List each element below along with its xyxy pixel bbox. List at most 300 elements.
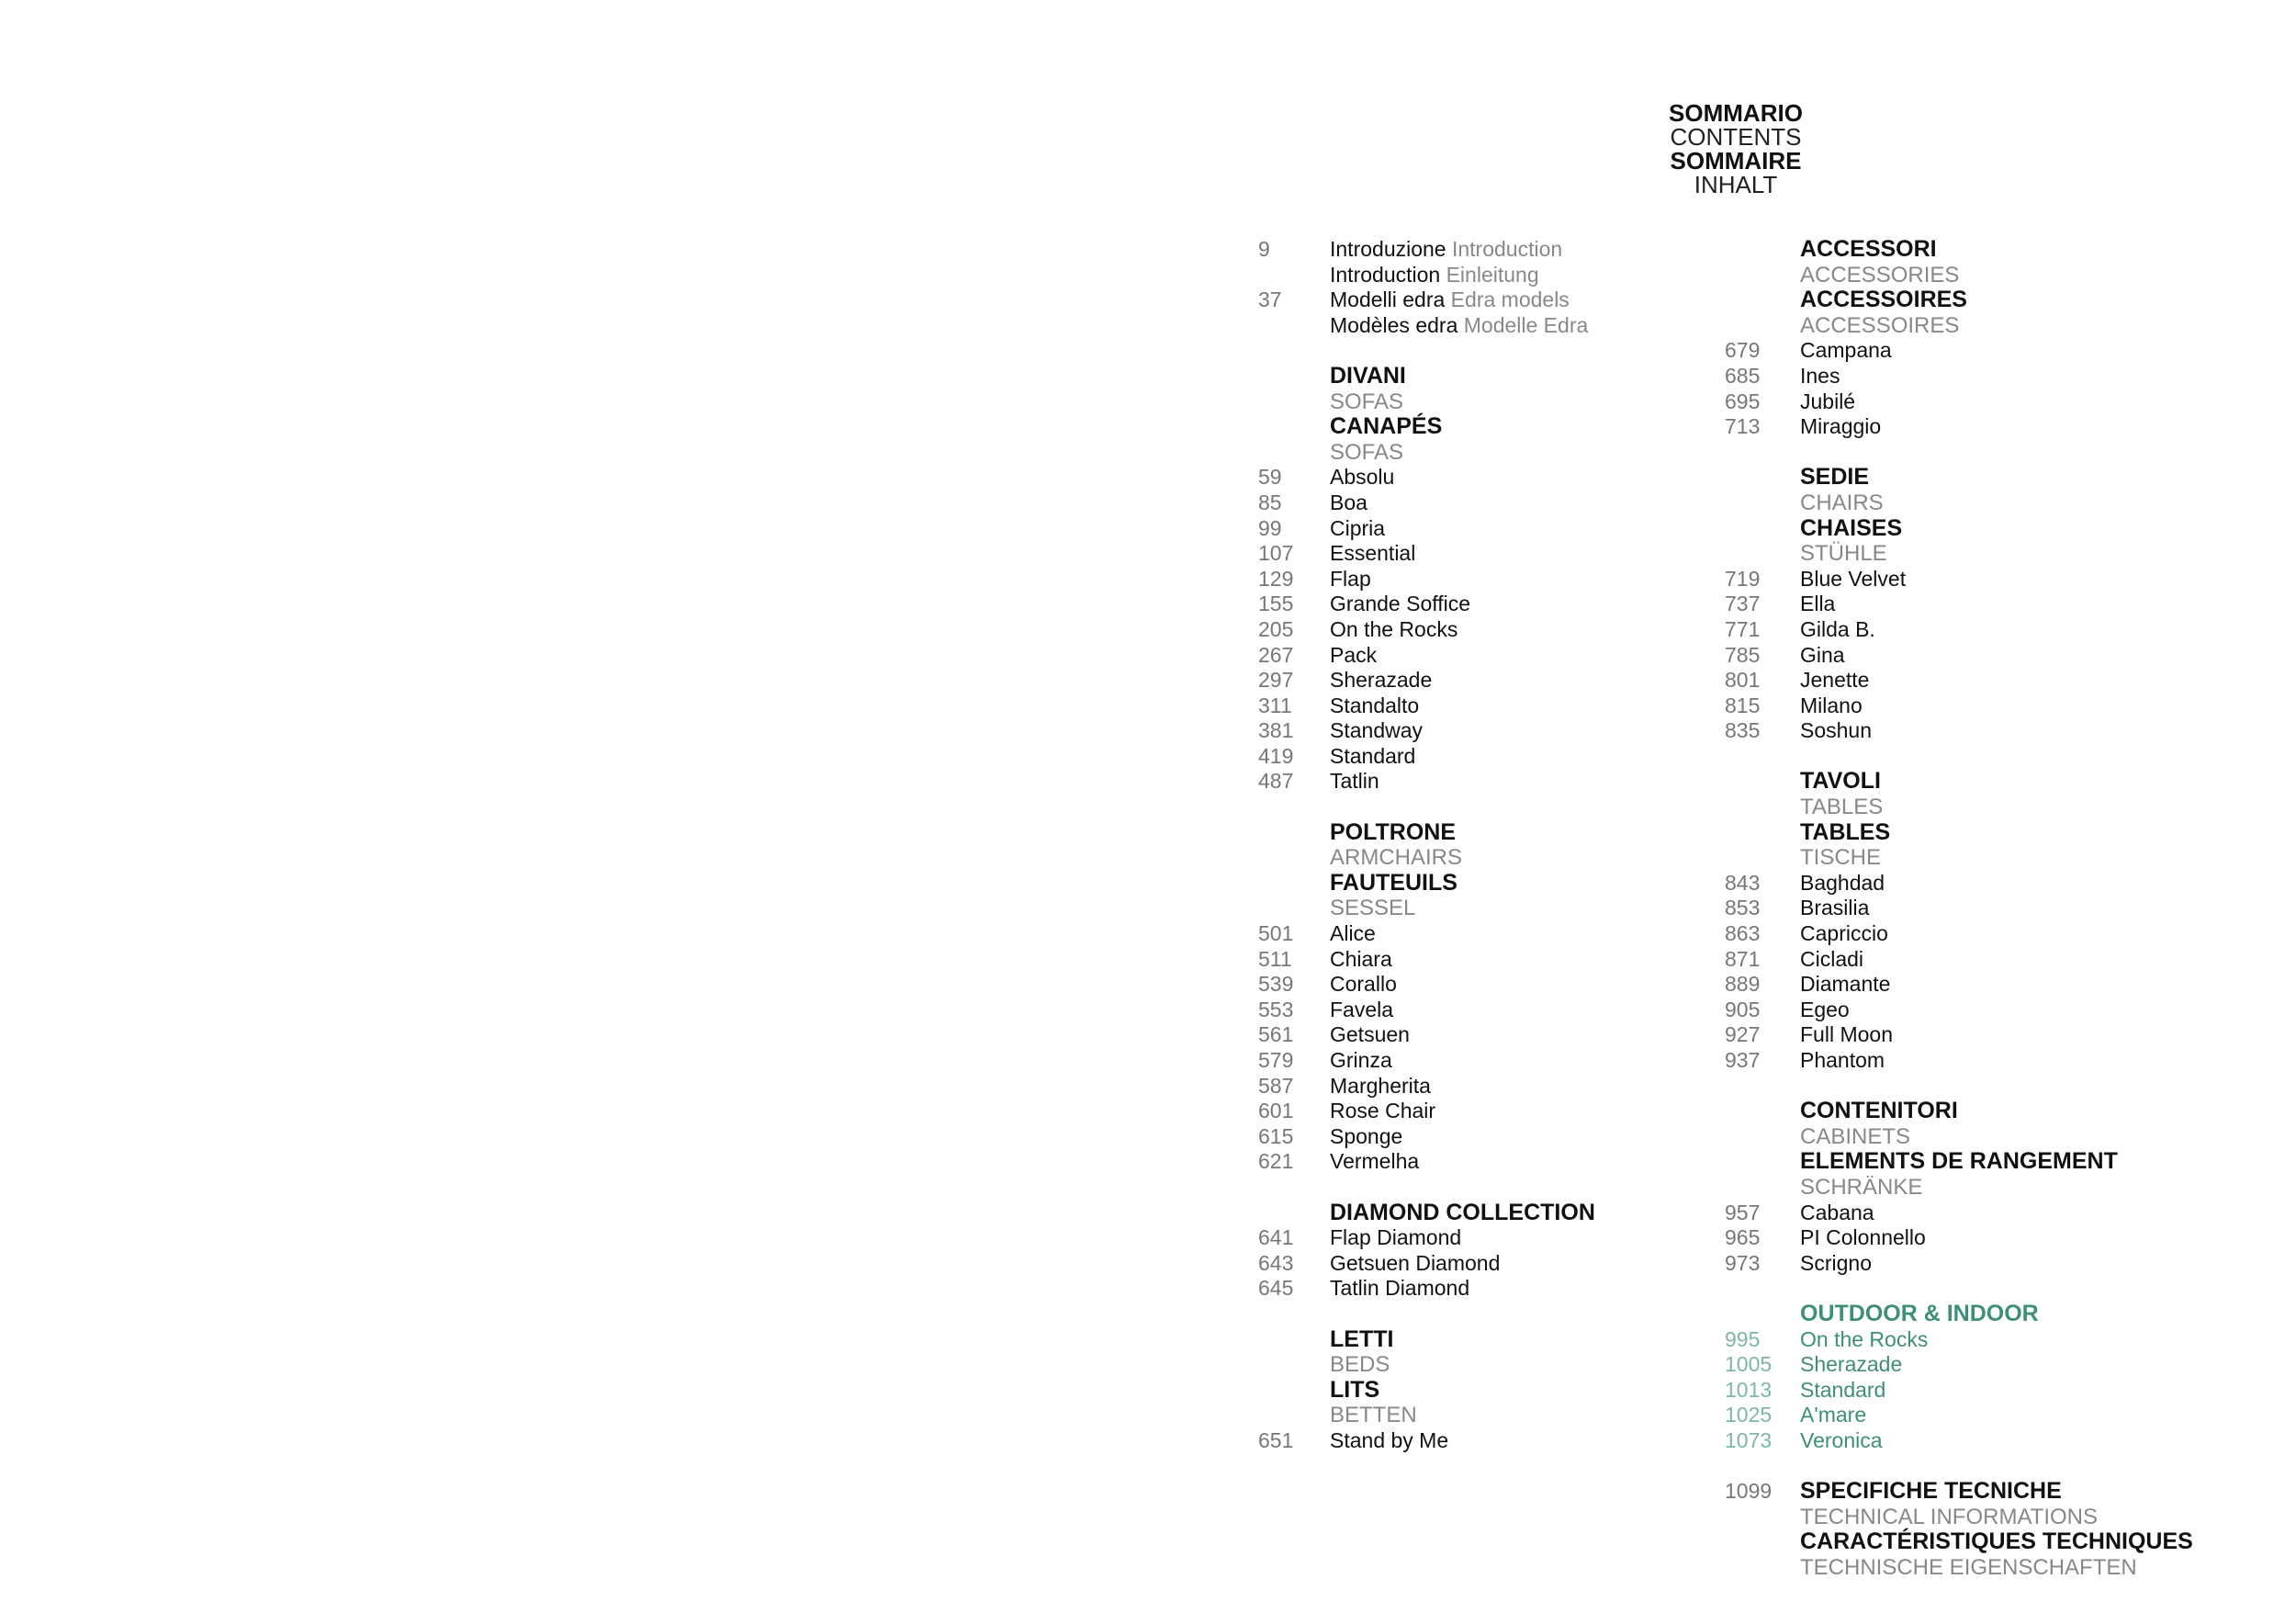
entry-title: [1330, 1251, 1500, 1277]
entry-title: [1330, 820, 1456, 846]
toc-entry[interactable]: [1725, 1225, 2257, 1251]
category-title: [1725, 465, 2257, 491]
page-number: 973: [1725, 1250, 1761, 1275]
entry-name: Grande Soffice: [1330, 592, 1471, 616]
entry-title: [1800, 1555, 2137, 1581]
spacer: [1725, 1454, 2257, 1480]
entry-title: [1330, 921, 1376, 947]
entry-title: [1800, 1352, 1902, 1378]
category-title: [1725, 288, 2257, 313]
entry-name: Standway: [1330, 718, 1424, 743]
toc-entry[interactable]: [1258, 1149, 1736, 1175]
entry-title: [1800, 364, 1840, 389]
heading-de: INHALT: [1694, 171, 1778, 198]
entry-title: [1330, 1022, 1410, 1048]
toc-entry[interactable]: [1258, 465, 1736, 491]
page-number: 1005: [1725, 1352, 1773, 1377]
entry-translation: TISCHE: [1800, 845, 1882, 871]
entry-name: Tatlin: [1330, 769, 1379, 794]
toc-entry[interactable]: [1725, 1403, 2257, 1428]
entry-translation: ACCESSORIES: [1800, 262, 1960, 288]
page-number: 621: [1258, 1149, 1294, 1174]
page-number: 695: [1725, 389, 1761, 413]
entry-name: Tatlin Diamond: [1330, 1276, 1470, 1301]
toc-entry[interactable]: [1725, 871, 2257, 897]
entry-title: [1800, 1327, 1928, 1353]
entry-title: [1800, 567, 1906, 592]
entry-translation: ACCESSOIRES: [1800, 312, 1960, 338]
entry-name: Sponge: [1330, 1123, 1403, 1148]
toc-entry[interactable]: [1258, 1048, 1736, 1074]
category-translation: [1258, 389, 1736, 415]
page-number: 107: [1258, 541, 1294, 566]
toc-entry[interactable]: [1725, 718, 2257, 744]
entry-title: [1330, 694, 1419, 719]
page-number: 1025: [1725, 1403, 1773, 1427]
entry-name: Favela: [1330, 997, 1394, 1021]
category-translation: [1258, 440, 1736, 466]
page-number: 419: [1258, 743, 1294, 768]
entry-translation: ARMCHAIRS: [1330, 845, 1463, 871]
entry-name: Scrigno: [1800, 1250, 1872, 1275]
entry-name: Alice: [1330, 921, 1376, 946]
spacer: [1725, 744, 2257, 770]
category-title: [1258, 820, 1736, 846]
toc-entry[interactable]: [1258, 491, 1736, 516]
spacer: [1725, 1276, 2257, 1302]
page-number: 487: [1258, 769, 1294, 794]
page-number: 719: [1725, 566, 1761, 591]
page-number: 937: [1725, 1048, 1761, 1072]
toc-entry[interactable]: [1725, 998, 2257, 1023]
entry-name: Jubilé: [1800, 389, 1856, 413]
category-title: [1258, 1327, 1736, 1353]
page-number: 587: [1258, 1073, 1294, 1098]
spacer: [1258, 1302, 1736, 1327]
entry-title: [1800, 718, 1872, 744]
entry-title: [1330, 896, 1415, 921]
heading-it: SOMMARIO: [1669, 99, 1803, 127]
entry-title: [1800, 414, 1881, 440]
right-column: [1725, 237, 2257, 1580]
toc-entry[interactable]: [1258, 1074, 1736, 1100]
entry-title: [1800, 313, 1959, 339]
entry-title: [1800, 1225, 1926, 1251]
entry-translation: TECHNISCHE EIGENSCHAFTEN: [1800, 1554, 2137, 1580]
entry-name: Modelli edra: [1330, 288, 1446, 312]
entry-name: Cipria: [1330, 515, 1386, 540]
page-number: 601: [1258, 1099, 1294, 1123]
entry-title: [1330, 845, 1462, 871]
entry-name: TABLES: [1800, 818, 1891, 845]
category-translation: [1725, 491, 2257, 516]
entry-name: SEDIE: [1800, 464, 1870, 491]
contents-heading: [1525, 101, 1947, 197]
toc-entry[interactable]: [1725, 338, 2257, 364]
toc-entry[interactable]: [1258, 947, 1736, 973]
entry-translation: BETTEN: [1330, 1403, 1417, 1428]
category-title: [1258, 1378, 1736, 1404]
heading-en: CONTENTS: [1670, 123, 1802, 151]
page-number: 643: [1258, 1250, 1294, 1275]
toc-entry[interactable]: [1258, 1022, 1736, 1048]
entry-title: [1800, 972, 1890, 998]
category-title: [1258, 414, 1736, 440]
entry-name: Ines: [1800, 363, 1840, 388]
entry-title: [1330, 440, 1403, 466]
intro-entry[interactable]: [1258, 263, 1736, 288]
category-translation: [1725, 1555, 2257, 1581]
toc-entry[interactable]: [1258, 516, 1736, 542]
entry-title: [1330, 718, 1423, 744]
page-number: 205: [1258, 616, 1294, 641]
entry-translation: CABINETS: [1800, 1123, 1911, 1149]
category-translation: [1258, 1403, 1736, 1428]
toc-entry[interactable]: [1725, 1201, 2257, 1226]
entry-title: [1800, 1302, 2039, 1327]
category-translation: [1725, 1175, 2257, 1201]
entry-title: [1800, 1529, 2193, 1555]
entry-title: [1800, 1378, 1885, 1404]
toc-entry[interactable]: [1725, 643, 2257, 669]
entry-name: Standard: [1800, 1377, 1886, 1402]
category-translation: [1725, 795, 2257, 820]
entry-name: On the Rocks: [1330, 616, 1458, 641]
toc-entry[interactable]: [1725, 1428, 2257, 1454]
category-title: [1258, 1201, 1736, 1226]
entry-title: [1330, 643, 1377, 669]
entry-name: Baghdad: [1800, 870, 1885, 895]
entry-name: FAUTEUILS: [1330, 869, 1458, 896]
entry-name: CONTENITORI: [1800, 1098, 1958, 1124]
toc-entry[interactable]: [1258, 541, 1736, 567]
intro-entry[interactable]: [1258, 237, 1736, 263]
toc-entry[interactable]: [1258, 694, 1736, 719]
toc-entry[interactable]: [1725, 1378, 2257, 1404]
entry-title: [1330, 769, 1379, 795]
entry-title: [1330, 1201, 1595, 1226]
entry-title: [1800, 592, 1835, 617]
entry-title: [1800, 338, 1892, 364]
category-title: [1725, 1529, 2257, 1555]
entry-title: [1800, 1175, 1922, 1201]
page-number: 995: [1725, 1326, 1761, 1351]
entry-name: Rose Chair: [1330, 1099, 1436, 1123]
entry-translation: BEDS: [1330, 1352, 1390, 1378]
entry-title: [1330, 567, 1371, 592]
entry-name: Pack: [1330, 642, 1378, 667]
entry-name: CARACTÉRISTIQUES TECHNIQUES: [1800, 1528, 2193, 1555]
entry-title: [1800, 1099, 1958, 1124]
entry-name: Getsuen Diamond: [1330, 1250, 1501, 1275]
entry-translation: TECHNICAL INFORMATIONS: [1800, 1504, 2099, 1529]
entry-name: Margherita: [1330, 1073, 1431, 1098]
entry-name: Sherazade: [1800, 1352, 1903, 1377]
entry-name: Getsuen: [1330, 1022, 1410, 1047]
entry-title: [1800, 769, 1881, 795]
page-number: 863: [1725, 921, 1761, 946]
entry-name: Absolu: [1330, 465, 1395, 490]
category-title: [1725, 516, 2257, 542]
entry-translation: TABLES: [1800, 795, 1884, 820]
entry-title: [1800, 896, 1869, 921]
entry-name: Veronica: [1800, 1427, 1883, 1452]
entry-name: Grinza: [1330, 1048, 1392, 1072]
page-number: 311: [1258, 693, 1292, 717]
entry-title: [1800, 541, 1887, 567]
toc-entry[interactable]: [1725, 1022, 2257, 1048]
entry-name: LITS: [1330, 1376, 1380, 1403]
page-number: 129: [1258, 566, 1294, 591]
page-number: 679: [1725, 338, 1761, 363]
page-number: 553: [1258, 997, 1294, 1021]
toc-entry[interactable]: [1725, 694, 2257, 719]
entry-title: [1330, 1074, 1431, 1100]
page-number: 685: [1725, 363, 1761, 388]
page-number: 59: [1258, 465, 1282, 490]
page-number: 155: [1258, 592, 1294, 616]
category-title: [1725, 1302, 2257, 1327]
entry-translation: STÜHLE: [1800, 541, 1887, 567]
category-title: [1725, 237, 2257, 263]
entry-translation: SOFAS: [1330, 389, 1404, 414]
entry-title: [1330, 1276, 1469, 1302]
page-number: 801: [1725, 668, 1761, 693]
page-number: 99: [1258, 515, 1282, 540]
entry-title: [1330, 541, 1415, 567]
entry-title: [1800, 1251, 1872, 1277]
entry-name: SPECIFICHE TECNICHE: [1800, 1478, 2062, 1505]
entry-title: [1330, 288, 1570, 313]
category-title: [1725, 820, 2257, 846]
entry-name: Introduzione: [1330, 237, 1446, 261]
entry-name: TAVOLI: [1800, 768, 1881, 795]
entry-name: Diamante: [1800, 972, 1891, 997]
entry-translation: CHAIRS: [1800, 490, 1884, 515]
toc-entry[interactable]: [1725, 592, 2257, 617]
entry-name: Ella: [1800, 592, 1836, 616]
entry-name: Essential: [1330, 541, 1416, 566]
toc-entry[interactable]: [1258, 744, 1736, 770]
entry-name: Gina: [1800, 642, 1845, 667]
entry-translation: SCHRÄNKE: [1800, 1174, 1923, 1200]
page-number: 965: [1725, 1225, 1761, 1250]
page-number: 889: [1725, 972, 1761, 997]
category-title: [1725, 769, 2257, 795]
entry-title: [1800, 1201, 1874, 1226]
entry-translation: Introduction: [1446, 237, 1563, 261]
entry-title: [1800, 1022, 1893, 1048]
page-number: 785: [1725, 642, 1761, 667]
spacer: [1725, 1074, 2257, 1100]
entry-name: Cabana: [1800, 1200, 1874, 1224]
page-number: 85: [1258, 490, 1282, 514]
toc-entry[interactable]: [1725, 1048, 2257, 1074]
entry-translation: Modelle Edra: [1458, 312, 1589, 337]
entry-name: Soshun: [1800, 718, 1873, 743]
entry-name: Flap: [1330, 566, 1371, 591]
entry-name: Introduction: [1330, 262, 1441, 287]
page-number: 737: [1725, 592, 1761, 616]
entry-title: [1800, 795, 1883, 820]
intro-entry[interactable]: [1258, 313, 1736, 339]
entry-title: [1800, 263, 1959, 288]
entry-title: [1330, 1352, 1390, 1378]
category-translation: [1725, 845, 2257, 871]
entry-name: OUTDOOR & INDOOR: [1800, 1300, 2039, 1326]
toc-entry[interactable]: [1725, 1327, 2257, 1353]
entry-title: [1800, 998, 1850, 1023]
toc-entry[interactable]: [1725, 389, 2257, 415]
toc-entry[interactable]: [1258, 567, 1736, 592]
entry-name: PI Colonnello: [1800, 1225, 1926, 1250]
entry-name: Campana: [1800, 338, 1892, 363]
entry-title: [1330, 1048, 1392, 1074]
category-title: [1258, 364, 1736, 389]
page-number: 871: [1725, 946, 1761, 971]
entry-title: [1330, 1225, 1461, 1251]
category-translation: [1258, 845, 1736, 871]
entry-translation: Einleitung: [1440, 262, 1539, 287]
entry-title: [1330, 871, 1458, 897]
entry-title: [1800, 921, 1888, 947]
toc-entry[interactable]: [1258, 998, 1736, 1023]
entry-name: A'mare: [1800, 1403, 1867, 1427]
spacer: [1258, 795, 1736, 820]
entry-title: [1800, 668, 1869, 694]
entry-title: [1800, 1505, 2098, 1530]
toc-entry[interactable]: [1258, 718, 1736, 744]
entry-title: [1330, 389, 1403, 415]
entry-title: [1330, 465, 1394, 491]
entry-name: Milano: [1800, 693, 1863, 717]
entry-title: [1800, 465, 1869, 491]
toc-entry[interactable]: [1725, 896, 2257, 921]
page-number: 641: [1258, 1225, 1294, 1250]
entry-title: [1800, 1149, 2118, 1175]
spacer: [1258, 1175, 1736, 1201]
entry-title: [1330, 1149, 1419, 1175]
category-title: [1258, 871, 1736, 897]
entry-title: [1800, 288, 1967, 313]
toc-entry[interactable]: [1725, 617, 2257, 643]
entry-name: Stand by Me: [1330, 1427, 1449, 1452]
category-translation: [1725, 1505, 2257, 1530]
entry-title: [1330, 1428, 1448, 1454]
toc-entry[interactable]: [1258, 1225, 1736, 1251]
entry-title: [1330, 364, 1406, 389]
entry-title: [1330, 491, 1367, 516]
entry-name: Cicladi: [1800, 946, 1864, 971]
page-number: 539: [1258, 972, 1294, 997]
entry-name: ELEMENTS DE RANGEMENT: [1800, 1148, 2118, 1175]
category-translation: [1725, 313, 2257, 339]
entry-title: [1330, 414, 1442, 440]
entry-title: [1330, 998, 1393, 1023]
entry-title: [1330, 617, 1458, 643]
toc-entry[interactable]: [1258, 668, 1736, 694]
entry-name: Phantom: [1800, 1048, 1885, 1072]
entry-title: [1800, 617, 1875, 643]
toc-entry[interactable]: [1258, 972, 1736, 998]
toc-entry[interactable]: [1725, 567, 2257, 592]
entry-title: [1330, 516, 1385, 542]
toc-entry[interactable]: [1258, 769, 1736, 795]
page-number: 645: [1258, 1276, 1294, 1301]
toc-entry[interactable]: [1725, 921, 2257, 947]
toc-entry[interactable]: [1258, 1251, 1736, 1277]
entry-name: LETTI: [1330, 1325, 1394, 1352]
intro-entry[interactable]: [1258, 288, 1736, 313]
entry-name: Gilda B.: [1800, 616, 1875, 641]
entry-name: POLTRONE: [1330, 818, 1457, 845]
toc-entry[interactable]: [1725, 414, 2257, 440]
entry-title: [1330, 744, 1415, 770]
page-number: 297: [1258, 668, 1294, 693]
entry-name: CHAISES: [1800, 514, 1903, 541]
category-translation: [1258, 896, 1736, 921]
page-number: 579: [1258, 1048, 1294, 1072]
spacer: [1258, 338, 1736, 364]
entry-title: [1330, 237, 1562, 263]
entry-name: DIAMOND COLLECTION: [1330, 1199, 1595, 1225]
toc-entry[interactable]: [1258, 592, 1736, 617]
category-translation: [1725, 263, 2257, 288]
spacer: [1725, 440, 2257, 466]
page-number: 9: [1258, 237, 1270, 261]
page-number: 927: [1725, 1022, 1761, 1047]
page-number: 1099: [1725, 1479, 1773, 1504]
entry-name: Jenette: [1800, 668, 1870, 693]
entry-name: On the Rocks: [1800, 1326, 1929, 1351]
entry-title: [1800, 1403, 1866, 1428]
toc-entry[interactable]: [1258, 1276, 1736, 1302]
entry-name: Vermelha: [1330, 1149, 1420, 1174]
entry-name: Standalto: [1330, 693, 1420, 717]
entry-title: [1800, 871, 1885, 897]
category-title: [1725, 1099, 2257, 1124]
toc-entry[interactable]: [1258, 617, 1736, 643]
toc-entry[interactable]: [1725, 1251, 2257, 1277]
page-number: 511: [1258, 946, 1292, 971]
toc-entry[interactable]: [1725, 364, 2257, 389]
toc-entry[interactable]: [1258, 1099, 1736, 1124]
page-number: 501: [1258, 921, 1294, 946]
toc-entry[interactable]: [1258, 1428, 1736, 1454]
entry-title: [1330, 1403, 1417, 1428]
entry-translation: Edra models: [1445, 288, 1570, 312]
entry-title: [1800, 694, 1863, 719]
toc-entry[interactable]: [1258, 921, 1736, 947]
page-number: 37: [1258, 288, 1282, 312]
toc-entry[interactable]: [1258, 1124, 1736, 1150]
toc-entry[interactable]: [1725, 972, 2257, 998]
toc-entry[interactable]: [1258, 643, 1736, 669]
entry-title: [1330, 592, 1470, 617]
entry-title: [1330, 1124, 1402, 1150]
entry-name: Chiara: [1330, 946, 1392, 971]
toc-entry[interactable]: [1725, 1352, 2257, 1378]
entry-title: [1800, 845, 1881, 871]
toc-entry[interactable]: [1725, 947, 2257, 973]
entry-title: [1330, 972, 1397, 998]
entry-name: Modèles edra: [1330, 312, 1458, 337]
toc-entry[interactable]: [1725, 668, 2257, 694]
entry-title: [1800, 1479, 2062, 1505]
entry-name: Sherazade: [1330, 668, 1433, 693]
entry-name: Standard: [1330, 743, 1416, 768]
entry-name: Corallo: [1330, 972, 1397, 997]
